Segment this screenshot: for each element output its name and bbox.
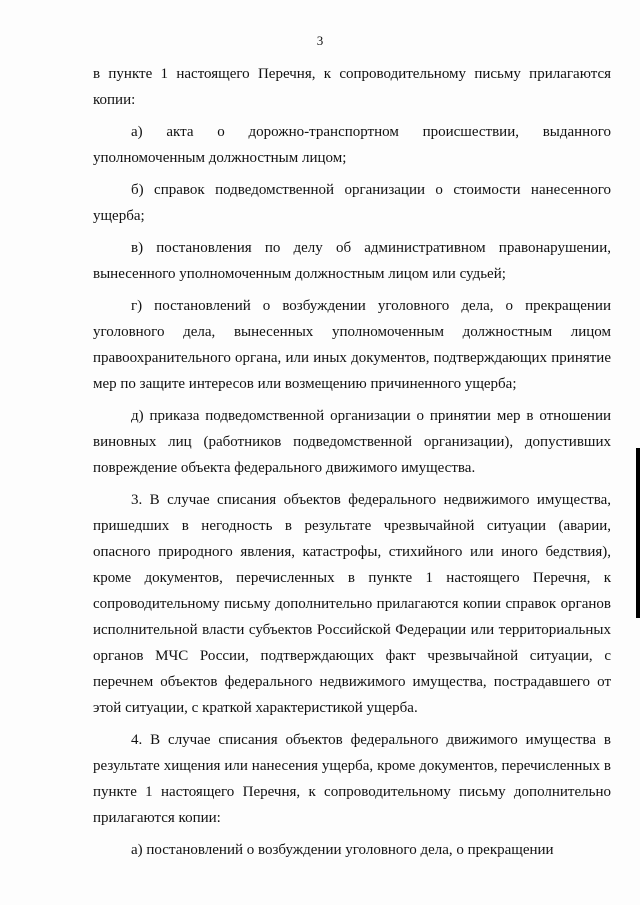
paragraph-item-v: в) постановления по делу об административном правонарушении, вынесенного уполномоченным должностным лицом или судьей; [93,240,611,282]
scan-edge-mark [636,448,640,618]
paragraph-section-4: 4. В случае списания объектов федерального движимого имущества в результате хищения или нанесения ущерба, кроме документов, перечисленных в пункте 1 настоящего Перечня, к сопроводительному письму дополнительно прилагаются копии: [93,732,611,826]
paragraph-section-4-item-a: а) постановлений о возбуждении уголовного дела, о прекращении [131,842,554,858]
document-body [93,61,611,863]
page-number: 3 [316,33,324,48]
paragraph-item-d: д) приказа подведомственной организации о принятии мер в отношении виновных лиц (работников подведомственной организации), допустивших повреждение объекта федерального движимого имущества. [93,408,611,476]
paragraph-item-a: а) акта о дорожно-транспортном происшествии, выданного уполномоченным должностным лицом; [93,124,611,166]
paragraph-item-b: б) справок подведомственной организации о стоимости нанесенного ущерба; [93,182,611,224]
paragraph-item-g: г) постановлений о возбуждении уголовного дела, о прекращении уголовного дела, вынесенных уполномоченным должностным лицом правоохранительного органа, или иных документов, подтверждающих принятие мер по защите интересов или возмещению причиненного ущерба; [93,298,611,392]
paragraph-section-3: 3. В случае списания объектов федерального недвижимого имущества, пришедших в негодность в результате чрезвычайной ситуации (аварии, опасного природного явления, катастрофы, стихийного или иного бедствия), кроме документов, перечисленных в пункте 1 настоящего Перечня, к сопроводительному письму дополнительно прилагаются копии справок органов исполнительной власти субъектов Российской Федерации или территориальных органов МЧС России, подтверждающих факт чрезвычайной ситуации, с перечнем объектов федерального недвижимого имущества, пострадавшего от этой ситуации, с краткой характеристикой ущерба. [93,492,611,716]
paragraph-continuation: в пункте 1 настоящего Перечня, к сопроводительному письму прилагаются копии: [93,66,611,108]
